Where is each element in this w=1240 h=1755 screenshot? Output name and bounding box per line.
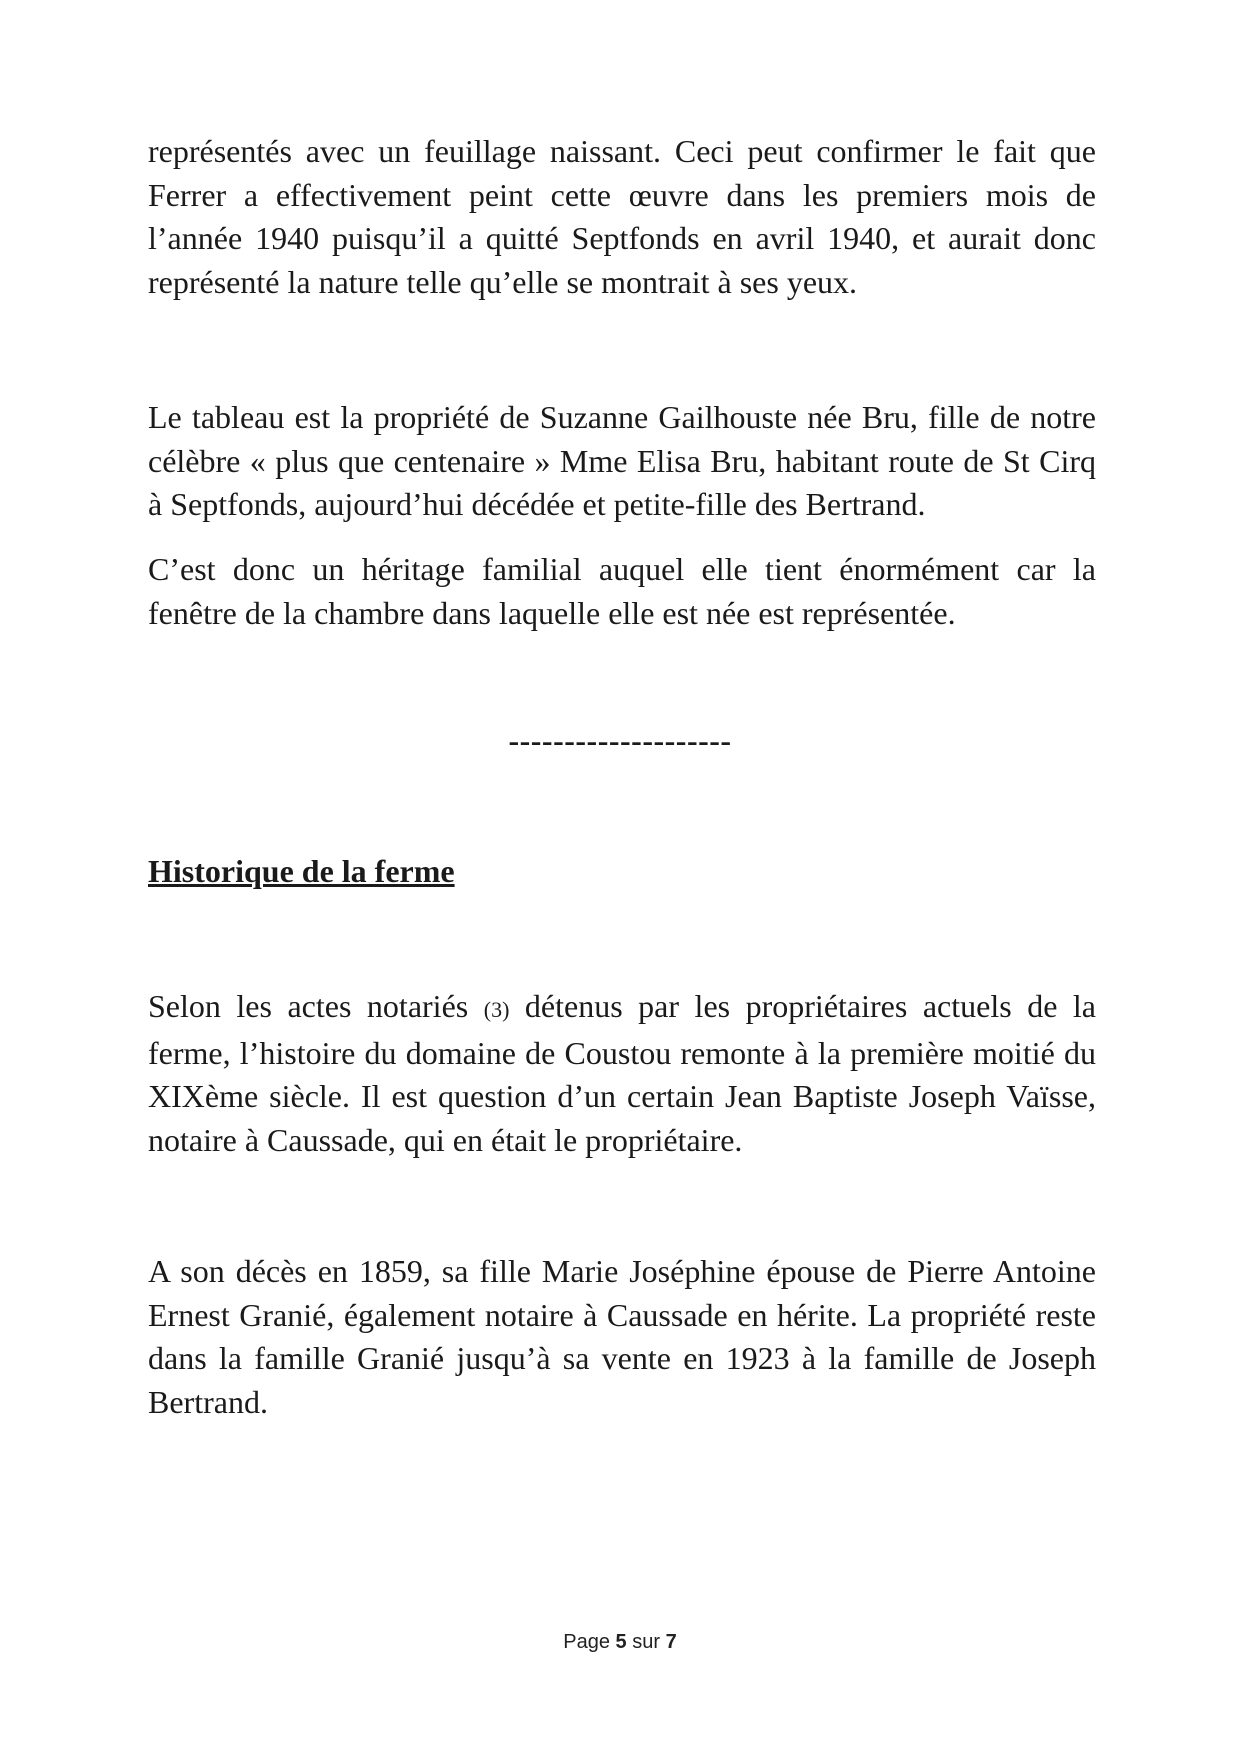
section-separator: -------------------- [508,722,732,758]
paragraph-notarial-acts [148,985,1096,1162]
page-footer [0,1631,1240,1654]
paragraph-family-heritage: C’est donc un héritage familial auquel elle tient énormément car la fenêtre de la chambre dans laquelle elle est née est représentée. [148,551,1096,631]
paragraph-painting-date: représentés avec un feuillage naissant. Ceci peut confirmer le fait que Ferrer a effectivement peint cette œuvre dans les premiers mois de l’année 1940 puisqu’il a quitté Septfonds en avril 1940, et aurait donc représenté la nature telle qu’elle se montrait à ses yeux. [148,133,1096,300]
section-title: Historique de la ferme [148,853,455,889]
paragraph-text-start: Selon les actes notariés [148,988,484,1024]
footer-total-pages: 7 [665,1631,677,1653]
paragraph-painting-owner: Le tableau est la propriété de Suzanne Gailhouste née Bru, fille de notre célèbre « plus que centenaire » Mme Elisa Bru, habitant route de St Cirq à Septfonds, aujourd’hui décédée et petite-fille des Bertrand. [148,399,1096,522]
paragraph-inheritance: A son décès en 1859, sa fille Marie Joséphine épouse de Pierre Antoine Ernest Granié, également notaire à Caussade en hérite. La propriété reste dans la famille Granié jusqu’à sa vente en 1923 à la famille de Joseph Bertrand. [148,1253,1096,1420]
footer-current-page: 5 [615,1631,627,1653]
footer-page-word: Page [563,1631,610,1653]
footnote-reference: (3) [483,997,510,1022]
footer-of-word: sur [632,1631,661,1653]
paragraph-text-end: détenus par les propriétaires actuels de la ferme, l’histoire du domaine de Coustou remonte à la première moitié du XIXème siècle. Il est question d’un certain Jean Baptiste Joseph Vaïsse, notaire à Caussade, qui en était le propriétaire. [148,988,1097,1158]
